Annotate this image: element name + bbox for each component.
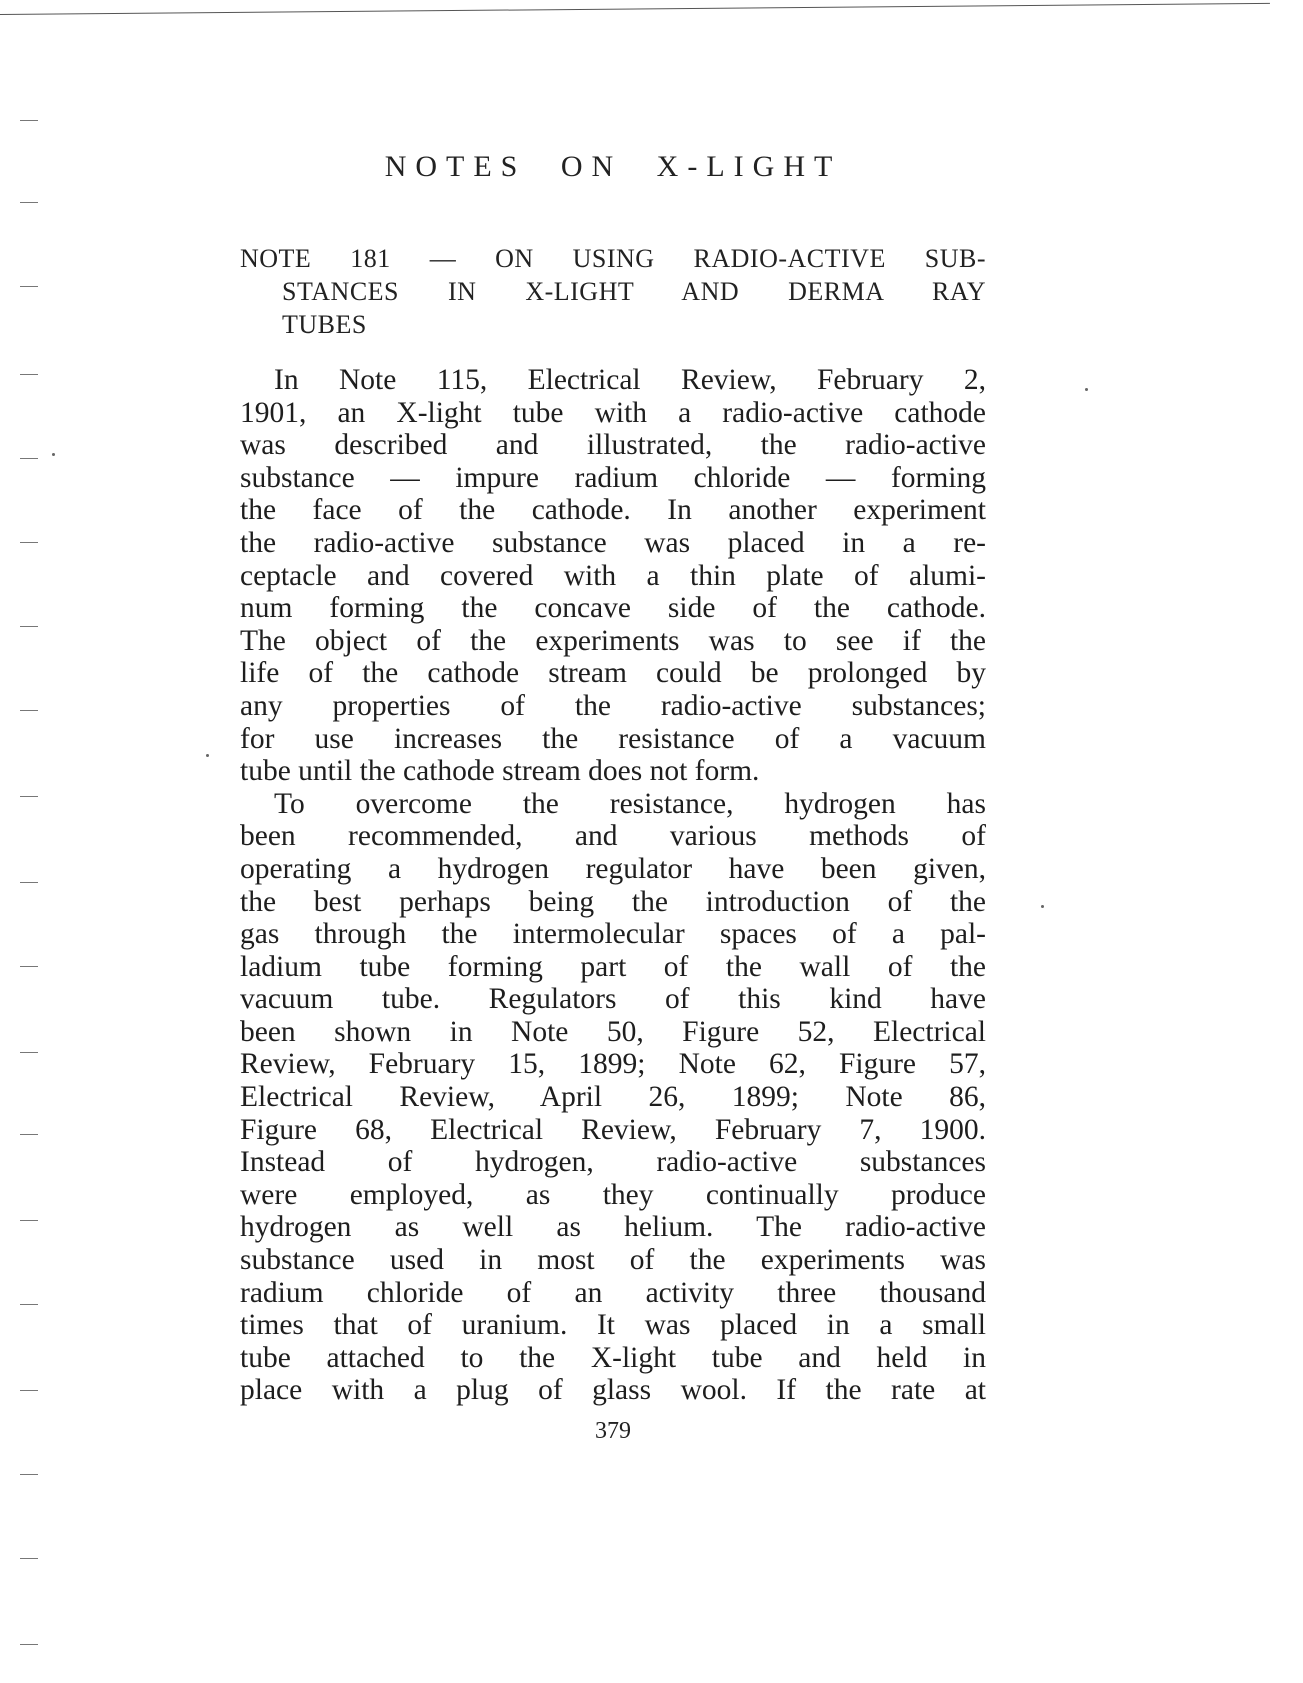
text-line: was described and illustrated, the radio-active — [240, 429, 986, 462]
margin-tick — [20, 882, 38, 883]
text-line: Review, February 15, 1899; Note 62, Figure 57, — [240, 1048, 986, 1081]
margin-tick — [20, 1134, 38, 1135]
margin-tick — [20, 542, 38, 543]
margin-tick — [20, 286, 38, 287]
text-line: The object of the experiments was to see if the — [240, 624, 986, 657]
text-line: life of the cathode stream could be prolonged by — [240, 657, 986, 690]
text-line: tube attached to the X-light tube and held in — [240, 1341, 986, 1374]
text-line: radium chloride of an activity three thousand — [240, 1276, 986, 1309]
heading-line: NOTE 181 — ON USING RADIO-ACTIVE SUB- — [240, 244, 986, 273]
page-title: NOTES ON X-LIGHT — [384, 150, 842, 183]
text-line: substance used in most of the experiments was — [240, 1244, 986, 1277]
text-line: 1901, an X-light tube with a radio-active cathode — [240, 396, 986, 429]
margin-tick — [20, 796, 38, 797]
text-line: operating a hydrogen regulator have been given, — [240, 852, 986, 885]
text-line: In Note 115, Electrical Review, February 2, — [274, 364, 986, 396]
body-text — [240, 364, 986, 1407]
margin-tick — [20, 966, 38, 967]
scan-speck — [1041, 905, 1044, 908]
text-line: Instead of hydrogen, radio-active substances — [240, 1146, 986, 1179]
margin-tick — [20, 710, 38, 711]
text-line: tube until the cathode stream does not form. — [240, 755, 760, 788]
margin-tick — [20, 1644, 38, 1645]
text-line: num forming the concave side of the cathode. — [240, 592, 986, 625]
text-line: substance — impure radium chloride — forming — [240, 461, 986, 494]
text-line: were employed, as they continually produce — [240, 1178, 986, 1211]
margin-tick — [20, 1220, 38, 1221]
scan-speck — [52, 453, 55, 456]
text-line: hydrogen as well as helium. The radio-active — [240, 1211, 986, 1244]
text-line: Electrical Review, April 26, 1899; Note 86, — [240, 1081, 986, 1114]
margin-tick — [20, 1558, 38, 1559]
margin-tick — [20, 374, 38, 375]
text-line: any properties of the radio-active substances; — [240, 689, 986, 722]
margin-tick — [20, 1052, 38, 1053]
text-line: To overcome the resistance, hydrogen has — [274, 787, 986, 820]
text-line: times that of uranium. It was placed in a small — [240, 1309, 986, 1342]
text-line: been recommended, and various methods of — [240, 820, 986, 853]
margin-tick — [20, 1474, 38, 1475]
margin-tick — [20, 202, 38, 203]
margin-tick — [20, 626, 38, 627]
heading-line: TUBES — [282, 310, 367, 339]
margin-tick — [20, 1390, 38, 1391]
text-line: ladium tube forming part of the wall of the — [240, 950, 986, 983]
scan-speck — [1085, 388, 1088, 391]
heading-line: STANCES IN X-LIGHT AND DERMA RAY — [282, 277, 986, 306]
text-line: place with a plug of glass wool. If the rate at — [240, 1374, 986, 1407]
text-line: the face of the cathode. In another experiment — [240, 494, 986, 527]
note-heading — [240, 242, 986, 341]
text-line: the radio-active substance was placed in a re- — [240, 526, 986, 559]
text-line: ceptacle and covered with a thin plate of alumi- — [240, 559, 986, 592]
text-line: the best perhaps being the introduction of the — [240, 885, 986, 918]
text-line: for use increases the resistance of a vacuum — [240, 722, 986, 755]
text-line: been shown in Note 50, Figure 52, Electrical — [240, 1015, 986, 1048]
text-line: vacuum tube. Regulators of this kind have — [240, 983, 986, 1016]
text-line: gas through the intermolecular spaces of a pal- — [240, 918, 986, 951]
page-number: 379 — [595, 1418, 631, 1444]
scan-speck — [206, 754, 209, 757]
margin-tick — [20, 1304, 38, 1305]
margin-tick — [20, 458, 38, 459]
scan-top-edge — [0, 3, 1270, 15]
margin-tick — [20, 120, 38, 121]
text-line: Figure 68, Electrical Review, February 7, 1900. — [240, 1113, 986, 1146]
margin-ruler — [20, 0, 50, 1683]
